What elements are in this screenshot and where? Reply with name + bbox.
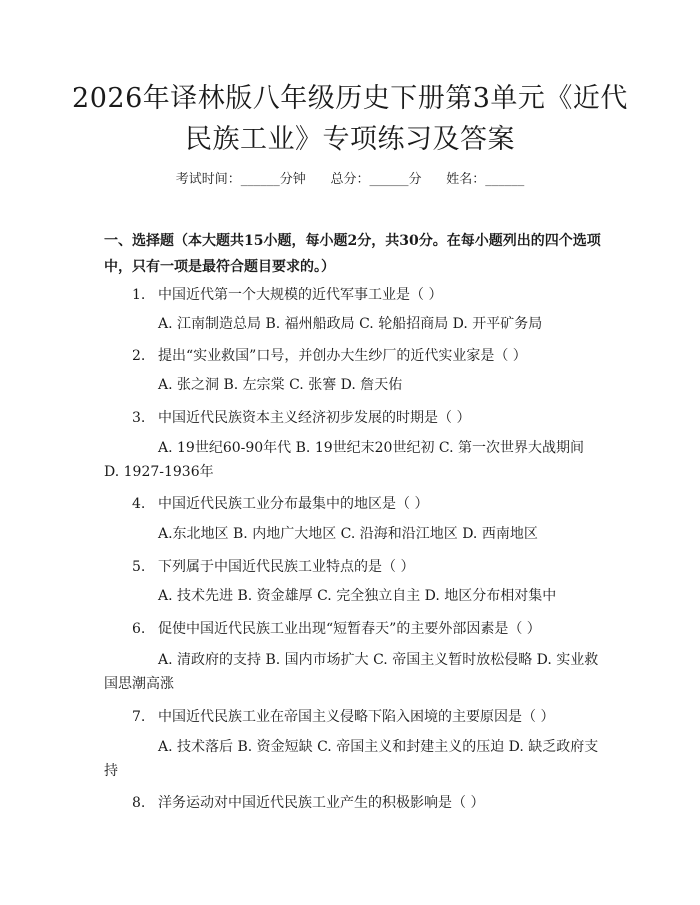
question-3-options: A. 19世纪60-90年代 B. 19世纪末20世纪初 C. 第一次世界大战期间 D. 1927-1936年 [104, 440, 585, 480]
question-text: 中国近代民族工业在帝国主义侵略下陷入困境的主要原因是（ ） [158, 709, 555, 725]
question-1 [132, 284, 442, 304]
section-heading: 一、选择题（本大题共15小题，每小题2分，共30分。在每小题列出的四个选项中，只有一项是最符合题目要求的。） [104, 233, 601, 275]
question-5 [132, 556, 414, 576]
question-7-options: A. 技术落后 B. 资金短缺 C. 帝国主义和封建主义的压迫 D. 缺乏政府支持 [104, 739, 599, 779]
question-4-options: A.东北地区 B. 内地广大地区 C. 沿海和沿江地区 D. 西南地区 [158, 526, 538, 542]
question-6 [132, 618, 541, 638]
exam-info-line: 考试时间：______分钟 总分：______分 姓名：______ [175, 172, 525, 187]
question-text: 中国近代民族资本主义经济初步发展的时期是（ ） [158, 410, 471, 426]
question-number: 1. [132, 287, 146, 303]
question-2 [132, 345, 527, 365]
question-number: 3. [132, 410, 146, 426]
question-7 [132, 706, 554, 726]
question-1-options: A. 江南制造总局 B. 福州船政局 C. 轮船招商局 D. 开平矿务局 [158, 316, 543, 332]
question-text: 下列属于中国近代民族工业特点的是（ ） [158, 559, 415, 575]
question-number: 6. [132, 621, 146, 637]
question-8 [132, 792, 484, 812]
question-5-options: A. 技术先进 B. 资金雄厚 C. 完全独立自主 D. 地区分布相对集中 [158, 588, 557, 604]
question-text: 中国近代第一个大规模的近代军事工业是（ ） [158, 287, 443, 303]
question-2-options: A. 张之洞 B. 左宗棠 C. 张謇 D. 詹天佑 [158, 377, 403, 393]
question-number: 5. [132, 559, 146, 575]
question-number: 4. [132, 496, 146, 512]
question-text: 提出“实业救国”口号，并创办大生纱厂的近代实业家是（ ） [158, 348, 527, 364]
question-text: 中国近代民族工业分布最集中的地区是（ ） [158, 496, 429, 512]
question-number: 7. [132, 709, 146, 725]
question-text: 促使中国近代民族工业出现“短暂春天”的主要外部因素是（ ） [158, 621, 541, 637]
question-6-options: A. 清政府的支持 B. 国内市场扩大 C. 帝国主义暂时放松侵略 D. 实业救国思潮高涨 [104, 652, 599, 692]
document-title: 2026年译林版八年级历史下册第3单元《近代民族工业》专项练习及答案 [72, 83, 628, 155]
question-number: 8. [132, 795, 146, 811]
question-4 [132, 493, 428, 513]
question-text: 洋务运动对中国近代民族工业产生的积极影响是（ ） [158, 795, 485, 811]
question-3 [132, 407, 470, 427]
question-number: 2. [132, 348, 146, 364]
